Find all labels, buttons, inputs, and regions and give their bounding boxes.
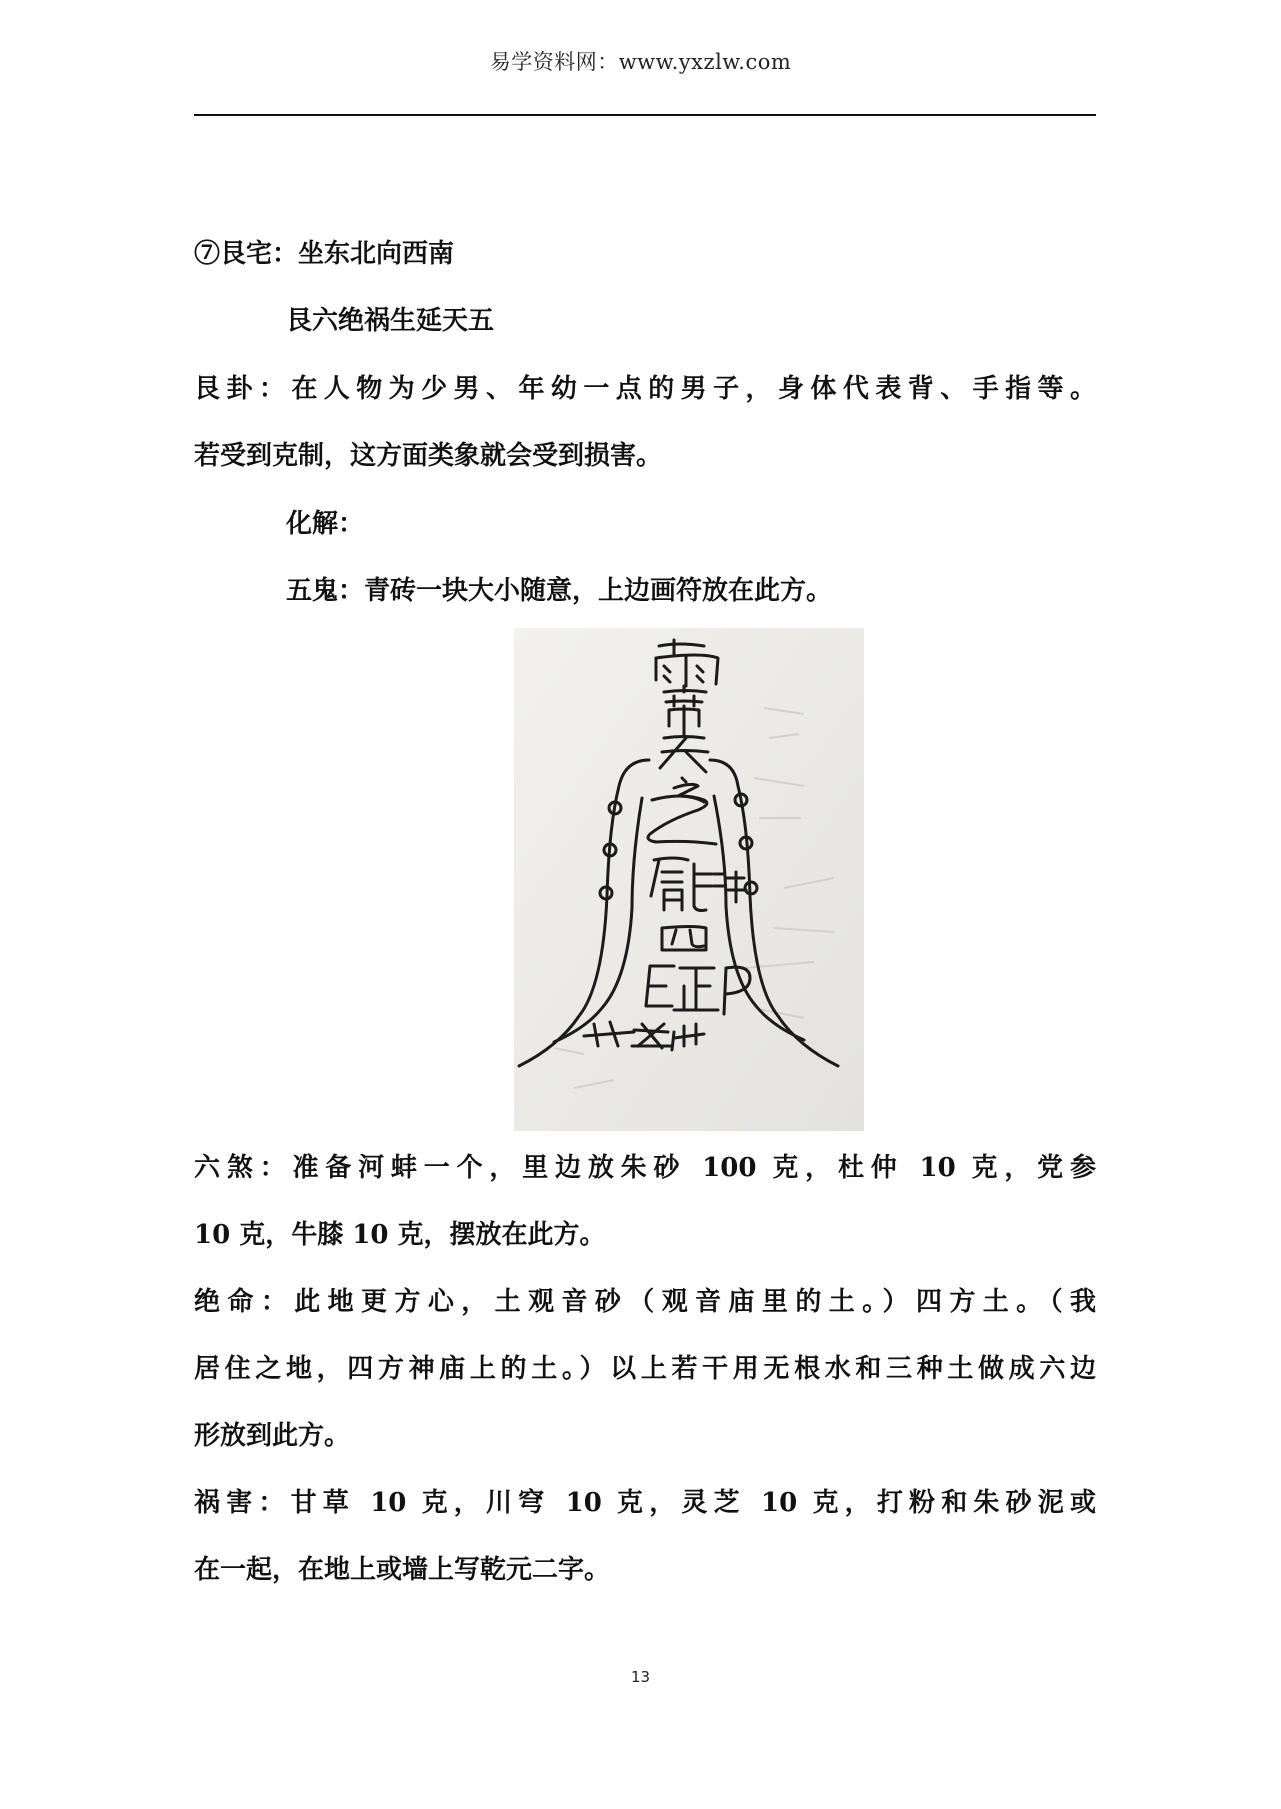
talisman-drawing xyxy=(514,628,864,1131)
paragraph-jueming-line-3: 形放到此方。 xyxy=(194,1421,351,1451)
paragraph-jueming-line-2: 居住之地，四方神庙上的土。）以上若干用无根水和三种土做成六边 xyxy=(194,1354,1096,1384)
paragraph-wugui: 五鬼：青砖一块大小随意，上边画符放在此方。 xyxy=(286,576,833,606)
paragraph-trigram-line-2: 若受到克制，这方面类象就会受到损害。 xyxy=(194,441,663,471)
paragraph-huohai-line-1: 祸害：甘草 10 克，川穹 10 克，灵芝 10 克，打粉和朱砂泥或 xyxy=(194,1488,1096,1518)
paragraph-huohai-line-2: 在一起，在地上或墙上写乾元二字。 xyxy=(194,1555,611,1585)
talisman-image xyxy=(514,628,864,1131)
section-heading: ⑦艮宅：坐东北向西南 xyxy=(194,239,455,269)
paragraph-liusha-line-2: 10 克，牛膝 10 克，摆放在此方。 xyxy=(194,1220,606,1250)
trigram-sequence: 艮六绝祸生延天五 xyxy=(286,306,495,336)
paragraph-trigram-line-1: 艮卦：在人物为少男、年幼一点的男子，身体代表背、手指等。 xyxy=(194,374,1096,404)
page-number: 13 xyxy=(630,1668,651,1686)
paragraph-jueming-line-1: 绝命：此地更方心，土观音砂（观音庙里的土。）四方土。（我 xyxy=(194,1287,1096,1317)
page-header: 易学资料网：www.yxzlw.com xyxy=(489,50,792,74)
remedy-label: 化解： xyxy=(286,509,365,539)
header-divider xyxy=(194,114,1096,116)
paragraph-liusha-line-1: 六煞：准备河蚌一个，里边放朱砂 100 克，杜仲 10 克，党参 xyxy=(194,1153,1096,1183)
